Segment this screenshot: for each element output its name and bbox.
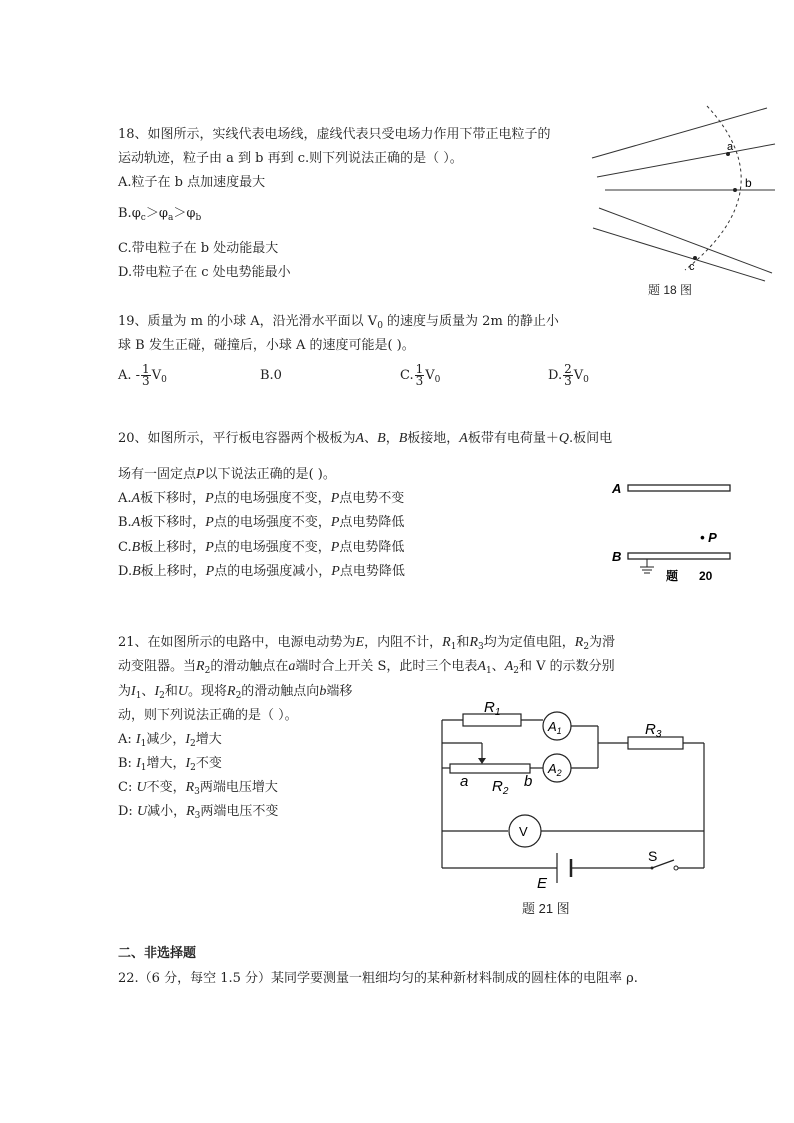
q20-caption-prefix: 题 [666,569,679,583]
point-p-label: • P [700,530,717,545]
q18-figure [585,98,785,303]
q19-option-a: A. - $\frac{1}{3}$ $V_0$ [118,362,167,388]
q21-figure-caption: 题 21 图 [522,901,570,916]
q19-option-b: B.0 [260,368,282,383]
label-a: a [727,141,734,153]
q18-figure-caption: 题 18 图 [648,283,693,297]
q20-option-b: B.A板下移时，P点的电场强度不变，P点电势降低 [118,515,405,530]
q20-stem-line2: 场有一固定点P以下说法正确的是( )。 [118,467,336,482]
q18-stem-line2: 运动轨迹，粒子由 a 到 b 再到 c.则下列说法正确的是（ ）。 [118,151,463,166]
point-c [693,256,697,260]
ground-icon [640,559,654,573]
q21-option-a: A: $I_1$减少，$I_2$增大 [118,732,222,749]
q19-option-c: C. $\frac{1}{3}$ $V_0$ [400,362,441,388]
slider-arrow-icon [478,758,486,764]
q20-figure [608,470,748,590]
q18-option-a: A.粒子在 b 点加速度最大 [118,175,266,190]
q18-option-b: $B.\varphi_c>\varphi_a>\varphi_b$ [118,206,202,223]
label-v: V [519,824,528,839]
label-e: E [537,875,548,892]
field-line-5 [593,228,765,281]
label-s: S [648,848,658,864]
field-line-4 [599,208,772,273]
q18-option-c: C.带电粒子在 b 处动能最大 [118,241,279,256]
plate-a [628,485,730,491]
label-r1: $R_1$ [484,699,501,718]
label-a-end: a [460,773,469,790]
label-b: b [745,176,752,190]
q18-stem-line1: 18、如图所示，实线代表电场线，虚线代表只受电场力作用下带正电粒子的 [118,127,551,142]
particle-trajectory [685,106,741,270]
q19-option-d: D. $\frac{2}{3}$ $V_0$ [548,362,589,388]
label-c: c [689,261,695,273]
label-r2: $R_2$ [492,778,509,797]
plate-b [628,553,730,559]
plate-b-label: B [612,549,622,564]
q19-stem-line1: 19、质量为 m 的小球 A，沿光滑水平面以 $V_0$ 的速度与质量为 2m 的静止小 [118,314,559,331]
q18-option-d: D.带电粒子在 c 处电势能最小 [118,265,291,280]
q20-option-d: D.B板上移时，P点的电场强度减小，P点电势降低 [118,564,405,579]
resistor-r2 [450,764,530,773]
label-a2: $A_2$ [548,761,562,778]
q21-stem-line3: 为$I_1$、$I_2$和U。现将$R_2$的滑动触点向b端移 [118,684,353,701]
q20-option-a: A.A板下移时，P点的电场强度不变，P点电势不变 [118,491,405,506]
label-b-end: b [524,773,533,790]
q21-stem-line1: 21、在如图所示的电路中，电源电动势为E，内阻不计，$R_1$和$R_3$均为定值电阻，$R_2$为滑 [118,635,616,652]
label-a1: $A_1$ [548,719,562,736]
q21-circuit-figure [430,698,720,920]
q21-stem-line2: 动变阻器。当$R_2$的滑动触点在a端时合上开关 S，此时三个电表$A_1$、$A_2$和 V 的示数分别 [118,659,615,676]
q21-option-b: B: $I_1$增大，$I_2$不变 [118,756,222,773]
q20-option-c: C.B板上移时，P点的电场强度不变，P点电势降低 [118,540,405,555]
q21-option-c: C: U不变，$R_3$两端电压增大 [118,780,278,797]
section-2-heading: 二、非选择题 [118,946,197,961]
point-b [733,188,737,192]
q19-stem-line2: 球 B 发生正碰，碰撞后，小球 A 的速度可能是( )。 [118,338,415,353]
label-r3: $R_3$ [645,721,662,740]
q20-stem-line1: 20、如图所示，平行板电容器两个极板为A、B，B板接地，A板带有电荷量＋Q.板间电 [118,431,613,446]
plate-a-label: A [612,481,622,496]
q21-stem-line4: 动，则下列说法正确的是（ ）。 [118,708,298,723]
q21-option-d: D: U减小，$R_3$两端电压不变 [118,804,279,821]
q20-caption-number: 20 [699,569,713,583]
q22-stem: 22.（6 分，每空 1.5 分）某同学要测量一粗细均匀的某种新材料制成的圆柱体的电阻率 ρ. [118,971,638,986]
